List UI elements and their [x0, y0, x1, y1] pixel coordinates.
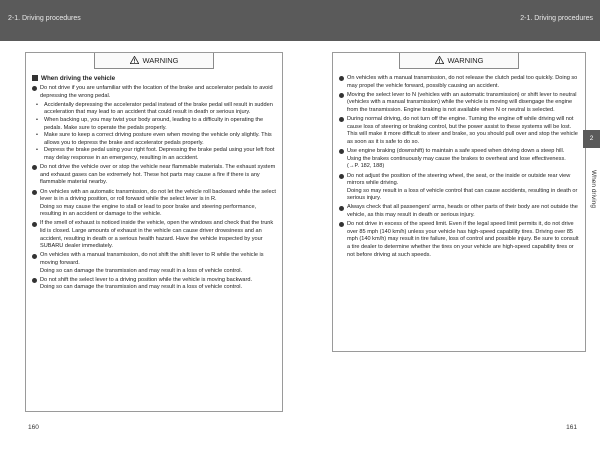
list-item: Do not drive in excess of the speed limit. Even if the legal speed limit permits it, do not drive over 85 mph (140 km/h) unless your vehicle has high-speed capability tires. Driving over 85 mph (140 km/h) may result in tire failure, loss of control and possible injury. Be sure to consult a tire dealer to determine whether the tires on your vehicle are high-speed capability tires or not before driving at such speeds. [339, 221, 579, 259]
list-item: Moving the select lever to N (vehicles with an automatic transmission) or shift lever to neutral (vehicles with a manual transmission) while the vehicle is moving will disengage the engine from the transmission. Engine braking is not available when N or neutral is selected. [339, 92, 579, 115]
chapter-tab-number: 2 [583, 130, 600, 148]
bullet-icon [32, 278, 37, 283]
square-bullet-icon [32, 75, 38, 81]
list-item: Do not shift the select lever to a driving position while the vehicle is moving backward. Doing so can damage the transmission and may result in a loss of vehicle control. [32, 277, 276, 292]
bullet-icon [32, 190, 37, 195]
bullet-icon [32, 86, 37, 91]
warning-header [94, 53, 214, 69]
list-item: Do not drive if you are unfamiliar with the location of the brake and accelerator pedals to avoid depressing the wrong pedal. [32, 85, 276, 100]
bullet-icon [339, 222, 344, 227]
bullet-icon [32, 165, 37, 170]
list-item: If the smell of exhaust is noticed inside the vehicle, open the windows and check that the trunk lid is closed. Large amounts of exhaust in the vehicle can cause driver drowsiness and an accident, resulting in death or a serious health hazard. Have the vehicle inspected by your SUBARU dealer immediately. [32, 220, 276, 250]
bullet-icon [339, 206, 344, 211]
right-warning-box [332, 52, 586, 352]
bullet-icon [339, 76, 344, 81]
list-item: On vehicles with a manual transmission, do not shift the shift lever to R while the vehicle is moving forward. Doing so can damage the transmission and may result in a loss of vehicle control. [32, 252, 276, 275]
sub-item: • When backing up, you may twist your body around, leading to a difficulty in operating the pedals. Make sure to operate the pedals properly. [36, 116, 264, 131]
chapter-tab-label: When driving [590, 170, 597, 208]
left-warning-box [25, 52, 283, 412]
bullet-icon [339, 149, 344, 154]
warning-triangle-icon [130, 56, 139, 64]
list-item: Always check that all passengers' arms, heads or other parts of their body are not outside the vehicle, as this may result in death or serious injury. [339, 204, 579, 219]
list-item: Do not adjust the position of the steering wheel, the seat, or the inside or outside rear view mirrors while driving. Doing so may result in a loss of vehicle control that can cause accidents, resulting in death or serious injury. [339, 173, 579, 203]
sub-item: • Depress the brake pedal using your right foot. Depressing the brake pedal using your left foot may delay response in an emergency, resulting in an accident. [36, 147, 275, 161]
list-item: Use engine braking (downshift) to maintain a safe speed when driving down a steep hill. Using the brakes continuously may cause the brakes to overheat and lose effectiveness. (→P. 182, 188) [339, 148, 579, 171]
left-header-title: 2-1. Driving procedures [8, 15, 81, 22]
right-header-title: 2-1. Driving procedures [520, 15, 593, 22]
warning-header [399, 53, 519, 69]
bullet-icon [339, 117, 344, 122]
section-title: When driving the vehicle [32, 75, 276, 83]
top-header-bar [0, 0, 600, 41]
warning-triangle-icon [435, 56, 444, 64]
bullet-icon [32, 222, 37, 227]
list-item: On vehicles with an automatic transmission, do not let the vehicle roll backward while the select lever is in a driving position, or roll forward while the select lever is in R. Doing so may cause the engine to stall or lead to poor brake and steering performance, resulting in an accident or damage to the vehicle. [32, 189, 276, 219]
sub-item: • Accidentally depressing the accelerator pedal instead of the brake pedal will result in sudden acceleration that may lead to an accident that could result in death or serious injury. [36, 101, 273, 116]
page-number-right: 161 [566, 424, 577, 431]
bullet-icon [339, 174, 344, 179]
list-item: During normal driving, do not turn off the engine. Turning the engine off while driving will not cause loss of steering or braking control, but the power assist to these systems will be lost. This will make it more difficult to steer and brake, so you should pull over and stop the vehicle as soon as it is safe to do so. [339, 116, 579, 146]
warning-label: WARNING [447, 56, 484, 65]
warning-label: WARNING [142, 56, 179, 65]
bullet-icon [32, 254, 37, 259]
sub-item: • Make sure to keep a correct driving posture even when moving the vehicle only slightly. This allows you to depress the brake and accelerator pedals properly. [36, 132, 272, 146]
list-item: On vehicles with a manual transmission, do not release the clutch pedal too quickly. Doing so may propel the vehicle forward, possibly causing an accident. [339, 75, 579, 90]
bullet-icon [339, 93, 344, 98]
list-item: Do not drive the vehicle over or stop the vehicle near flammable materials. The exhaust system and exhaust gases can be extremely hot. These hot parts may cause a fire if there is any flammable material nearby. [32, 164, 276, 187]
page-number-left: 160 [28, 424, 39, 431]
